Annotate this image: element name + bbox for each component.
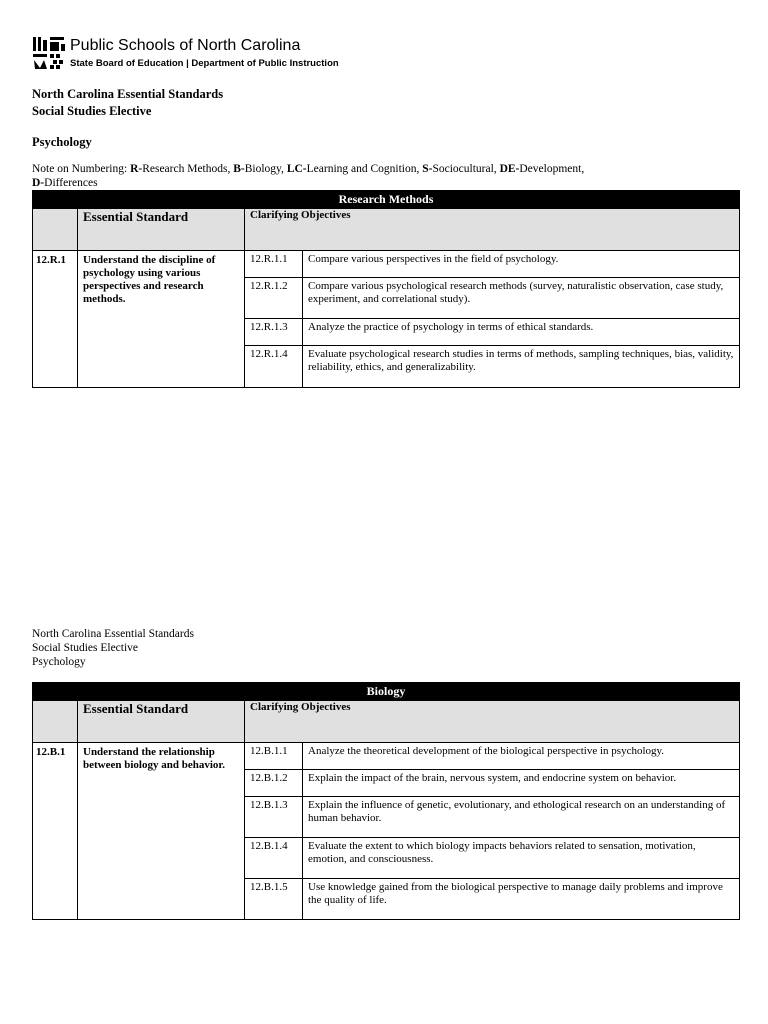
table-band-title: Research Methods xyxy=(33,191,740,209)
numbering-note xyxy=(32,162,732,190)
note-code: DE- xyxy=(499,163,520,175)
standard-text: Understand the discipline of psychology using various perspectives and research methods. xyxy=(78,251,245,388)
objective-text: Use knowledge gained from the biological perspective to manage daily problems and improve the quality of life. xyxy=(303,879,740,920)
research-methods-table xyxy=(32,190,740,388)
note-prefix: Note on Numbering: xyxy=(32,163,131,175)
clarifying-objectives-header: Clarifying Objectives xyxy=(245,209,740,251)
note-label: Learning and Cognition, xyxy=(306,163,423,175)
objective-text: Analyze the theoretical development of the biological perspective in psychology. xyxy=(303,743,740,770)
standard-code: 12.R.1 xyxy=(33,251,78,388)
objective-text: Evaluate the extent to which biology impacts behaviors related to sensation, motivation, emotion, and consciousness. xyxy=(303,838,740,879)
ncdpi-logo-icon xyxy=(32,36,66,70)
note-code: LC- xyxy=(286,163,307,175)
note-label: Development, xyxy=(519,163,585,175)
objective-id: 12.R.1.1 xyxy=(245,251,303,278)
objective-text: Compare various psychological research methods (survey, naturalistic observation, case study, experiment, and correlational study). xyxy=(303,278,740,319)
essential-standard-header: Essential Standard xyxy=(78,701,245,743)
note-code: D- xyxy=(32,177,45,189)
logo-subtitle: State Board of Education | Department of Public Instruction xyxy=(70,58,339,69)
note-label: Differences xyxy=(44,177,98,189)
objective-text: Explain the impact of the brain, nervous system, and endocrine system on behavior. xyxy=(303,770,740,797)
blank-header-cell xyxy=(33,209,78,251)
course-title: Psychology xyxy=(32,135,92,149)
objective-id: 12.R.1.3 xyxy=(245,319,303,346)
clarifying-objectives-header: Clarifying Objectives xyxy=(245,701,740,743)
objective-text: Analyze the practice of psychology in terms of ethical standards. xyxy=(303,319,740,346)
note-code: B- xyxy=(233,163,245,175)
objective-id: 12.B.1.2 xyxy=(245,770,303,797)
page2-course: Psychology xyxy=(32,656,86,668)
ncdpi-logo xyxy=(32,36,339,72)
doc-subtitle: Social Studies Elective xyxy=(32,104,152,118)
blank-header-cell xyxy=(33,701,78,743)
table-band-title: Biology xyxy=(33,683,740,701)
page2-title: North Carolina Essential Standards xyxy=(32,628,194,640)
biology-table xyxy=(32,682,740,920)
page2-subtitle: Social Studies Elective xyxy=(32,642,139,654)
objective-text: Evaluate psychological research studies in terms of methods, sampling techniques, bias, validity, reliability, ethics, and generalizability. xyxy=(303,346,740,388)
logo-title: Public Schools of North Carolina xyxy=(70,37,301,54)
note-label: Sociocultural, xyxy=(432,163,500,175)
objective-id: 12.B.1.4 xyxy=(245,838,303,879)
standard-code: 12.B.1 xyxy=(33,743,78,920)
note-code: S- xyxy=(422,163,433,175)
doc-title: North Carolina Essential Standards xyxy=(32,87,224,101)
objective-id: 12.B.1.5 xyxy=(245,879,303,920)
essential-standard-header: Essential Standard xyxy=(78,209,245,251)
objective-id: 12.B.1.3 xyxy=(245,797,303,838)
objective-text: Explain the influence of genetic, evolutionary, and ethological research on an understanding of human behavior. xyxy=(303,797,740,838)
objective-id: 12.R.1.2 xyxy=(245,278,303,319)
note-label: Research Methods, xyxy=(142,163,234,175)
objective-id: 12.B.1.1 xyxy=(245,743,303,770)
note-label: Biology, xyxy=(244,163,287,175)
standard-text: Understand the relationship between biology and behavior. xyxy=(78,743,245,920)
objective-text: Compare various perspectives in the field of psychology. xyxy=(303,251,740,278)
note-code: R- xyxy=(130,163,143,175)
objective-id: 12.R.1.4 xyxy=(245,346,303,388)
